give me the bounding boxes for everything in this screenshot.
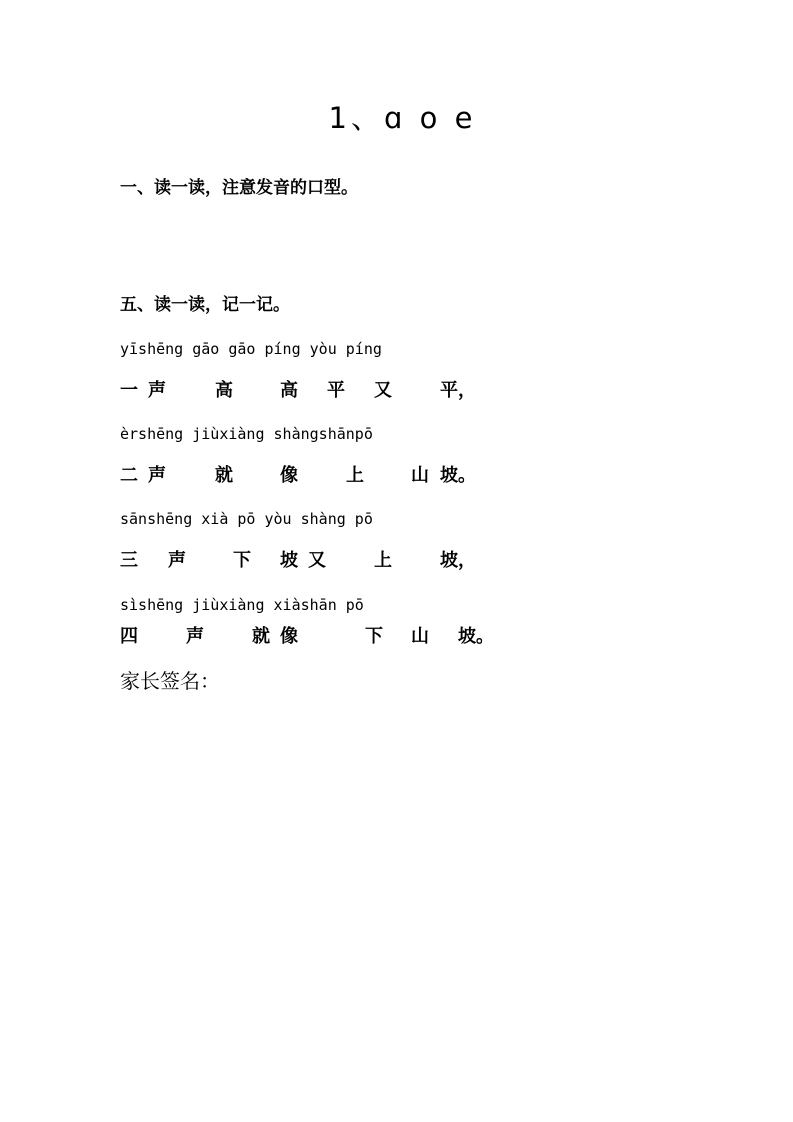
pinyin-line-3: sānshēng xià pō yòu shàng pō: [120, 510, 373, 528]
hanzi-char: 声: [148, 465, 166, 486]
hanzi-char: 坡。: [458, 626, 494, 647]
hanzi-char: 又: [374, 380, 392, 401]
hanzi-char: 平，: [440, 380, 476, 401]
hanzi-char: 下: [365, 626, 383, 647]
hanzi-char: 就: [215, 465, 233, 486]
hanzi-char: 下: [233, 550, 251, 571]
section-5-heading: 五、读一读，记一记。: [120, 295, 290, 315]
hanzi-char: 一: [120, 380, 138, 401]
hanzi-char: 三: [120, 550, 138, 571]
hanzi-char: 就: [252, 626, 270, 647]
hanzi-char: 坡，: [440, 550, 476, 571]
hanzi-char: 声: [186, 626, 204, 647]
hanzi-line-2: [120, 463, 540, 489]
hanzi-char: 山: [411, 465, 429, 486]
pinyin-line-1: yīshēng gāo gāo píng yòu píng: [120, 340, 382, 358]
hanzi-char: 高: [215, 380, 233, 401]
hanzi-char: 坡: [280, 550, 298, 571]
section-1-heading: 一、读一读，注意发音的口型。: [120, 178, 358, 198]
hanzi-line-3: [120, 548, 540, 574]
pinyin-line-4: sìshēng jiùxiàng xiàshān pō: [120, 596, 364, 614]
hanzi-char: 上: [346, 465, 364, 486]
page-title: 1、ɑ o e: [328, 101, 477, 135]
hanzi-char: 上: [374, 550, 392, 571]
hanzi-line-1: [120, 378, 540, 404]
hanzi-char: 声: [148, 380, 166, 401]
hanzi-char: 像: [280, 465, 298, 486]
pinyin-line-2: èrshēng jiùxiàng shàngshānpō: [120, 425, 373, 443]
hanzi-char: 二: [120, 465, 138, 486]
hanzi-char: 坡。: [440, 465, 476, 486]
parent-signature-label: 家长签名：: [120, 669, 220, 693]
hanzi-char: 平: [327, 380, 345, 401]
hanzi-char: 声: [168, 550, 186, 571]
hanzi-char: 高: [280, 380, 298, 401]
hanzi-char: 四: [120, 626, 138, 647]
hanzi-char: 像: [280, 626, 298, 647]
hanzi-char: 又: [308, 550, 326, 571]
hanzi-line-4: [120, 624, 540, 650]
hanzi-char: 山: [411, 626, 429, 647]
